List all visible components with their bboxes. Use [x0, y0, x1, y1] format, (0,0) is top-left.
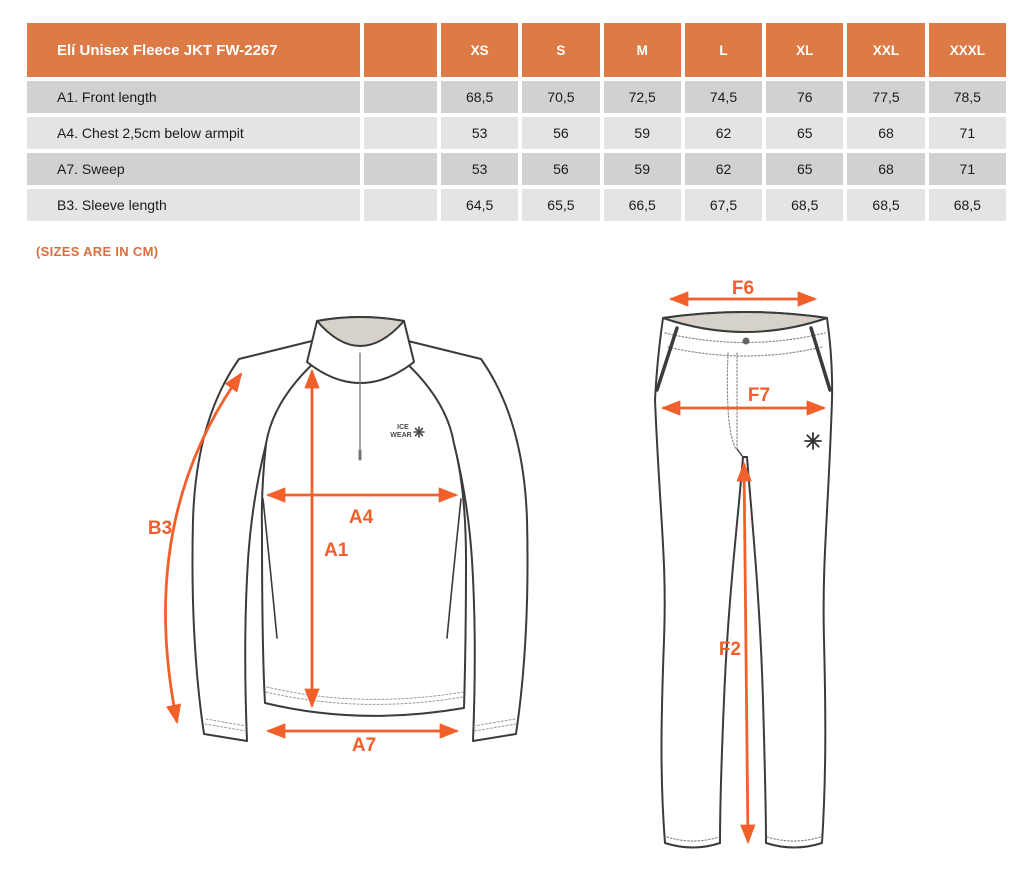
- value-cell: 59: [604, 153, 681, 185]
- measure-label-a7: A7: [351, 735, 377, 756]
- value-cell: 68: [847, 153, 924, 185]
- measure-arrow-f2: [744, 464, 748, 842]
- pants-diagram: [655, 312, 832, 848]
- measure-label-f6: F6: [731, 278, 755, 299]
- value-cell: 68,5: [441, 81, 518, 113]
- size-header-xl: XL: [766, 23, 843, 77]
- snowflake-icon: [805, 433, 821, 449]
- value-cell: 53: [441, 117, 518, 149]
- value-cell: 68: [847, 117, 924, 149]
- table-spacer-cell: [364, 23, 437, 77]
- table-row-sleeve-length: [27, 189, 1006, 221]
- value-cell: 64,5: [441, 189, 518, 221]
- row-spacer-cell: [364, 189, 437, 221]
- size-header-m: M: [604, 23, 681, 77]
- table-header-row: [27, 23, 1006, 77]
- value-cell: 65: [766, 153, 843, 185]
- value-cell: 65: [766, 117, 843, 149]
- table-title-cell: [27, 23, 360, 77]
- value-cell: 74,5: [685, 81, 762, 113]
- value-cell: 56: [522, 153, 599, 185]
- value-cell: 62: [685, 117, 762, 149]
- value-cell: 68,5: [766, 189, 843, 221]
- value-cell: 65,5: [522, 189, 599, 221]
- size-header-xs: XS: [441, 23, 518, 77]
- value-cell: 68,5: [847, 189, 924, 221]
- table-row-front-length: [27, 81, 1006, 113]
- value-cell: 78,5: [929, 81, 1006, 113]
- table-row-chest: [27, 117, 1006, 149]
- value-cell: 71: [929, 117, 1006, 149]
- value-cell: 71: [929, 153, 1006, 185]
- units-note: (SIZES ARE IN CM): [36, 244, 159, 259]
- logo-text-wear: WEAR: [390, 432, 412, 439]
- measure-label-b3: B3: [147, 518, 173, 539]
- value-cell: 72,5: [604, 81, 681, 113]
- size-table: [27, 23, 1006, 225]
- size-diagram: [0, 270, 1033, 889]
- size-header-xxl: XXL: [847, 23, 924, 77]
- logo-text-ice: ICE: [397, 424, 409, 431]
- row-spacer-cell: [364, 81, 437, 113]
- row-spacer-cell: [364, 153, 437, 185]
- measurement-diagrams: [0, 270, 1033, 889]
- pants-button: [743, 338, 750, 345]
- jacket-diagram: [192, 317, 527, 741]
- value-cell: 76: [766, 81, 843, 113]
- value-cell: 77,5: [847, 81, 924, 113]
- row-label: B3. Sleeve length: [27, 189, 360, 221]
- snowflake-icon: [414, 427, 424, 437]
- measure-label-a4: A4: [348, 507, 374, 528]
- value-cell: 53: [441, 153, 518, 185]
- size-header-l: L: [685, 23, 762, 77]
- pants-body: [655, 312, 832, 848]
- value-cell: 67,5: [685, 189, 762, 221]
- row-spacer-cell: [364, 117, 437, 149]
- value-cell: 68,5: [929, 189, 1006, 221]
- value-cell: 59: [604, 117, 681, 149]
- size-header-s: S: [522, 23, 599, 77]
- value-cell: 56: [522, 117, 599, 149]
- row-label: A4. Chest 2,5cm below armpit: [27, 117, 360, 149]
- value-cell: 70,5: [522, 81, 599, 113]
- table-row-sweep: [27, 153, 1006, 185]
- size-header-xxxl: XXXL: [929, 23, 1006, 77]
- measure-label-a1: A1: [324, 540, 349, 561]
- row-label: A1. Front length: [27, 81, 360, 113]
- value-cell: 62: [685, 153, 762, 185]
- measure-label-f2: F2: [718, 639, 741, 660]
- measure-label-f7: F7: [747, 385, 771, 406]
- row-label: A7. Sweep: [27, 153, 360, 185]
- product-title: Elí Unisex Fleece JKT FW-2267: [57, 41, 278, 59]
- jacket-body: [262, 360, 466, 716]
- value-cell: 66,5: [604, 189, 681, 221]
